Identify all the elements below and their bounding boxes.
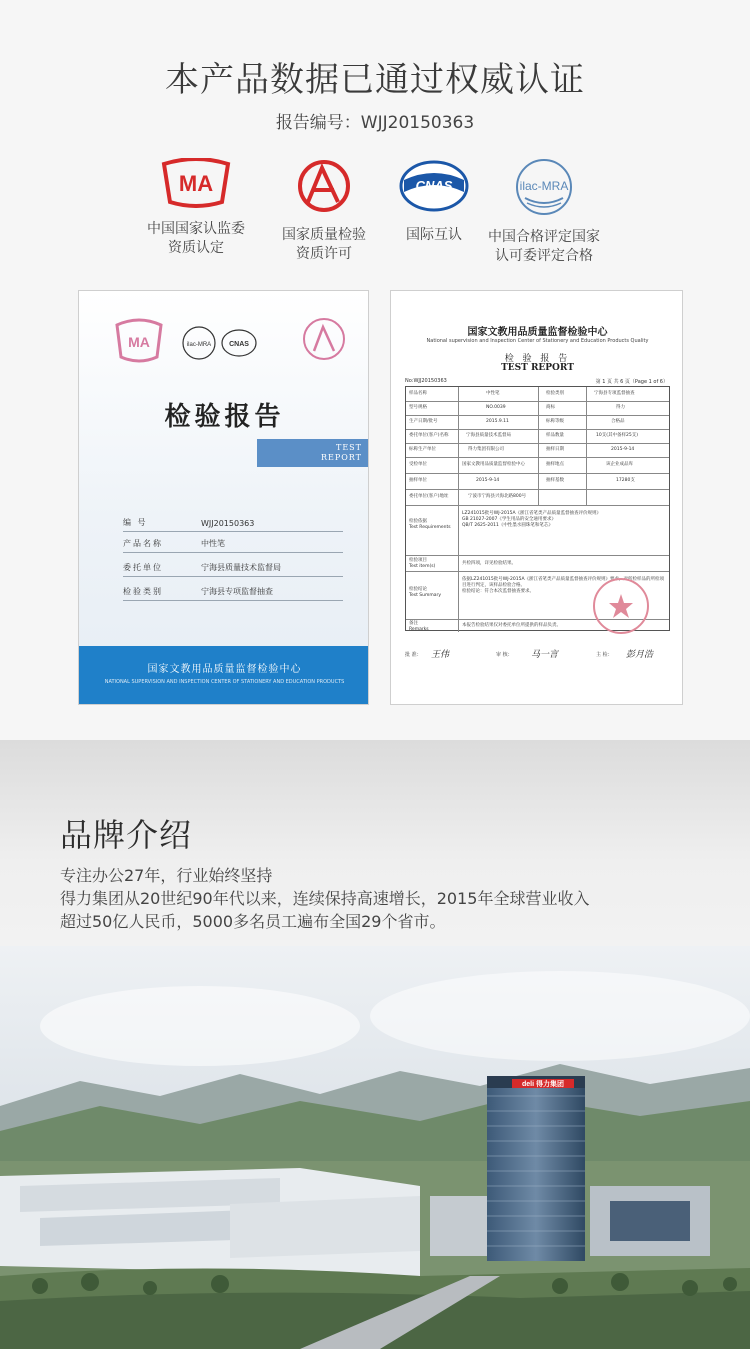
- verified-signature: 马一言: [531, 650, 559, 660]
- table-cell: 标称等级: [546, 419, 564, 424]
- table-cell: 抽样基数: [546, 478, 564, 483]
- table-cell: 样品数量: [546, 433, 564, 438]
- brand-line: 专注办公27年，行业始终坚持: [60, 866, 273, 885]
- svg-text:CNAS: CNAS: [229, 341, 249, 348]
- table-cell: 生产日期/批号: [409, 419, 438, 424]
- svg-text:deli 得力集团: deli 得力集团: [521, 1081, 565, 1088]
- cnas-logo-icon: [396, 158, 472, 214]
- test-report-image: [390, 290, 683, 705]
- table-cell: 抽样日期: [546, 447, 564, 452]
- table-cell: 抽样地点: [546, 462, 564, 467]
- remarks-label: 备注 Remarks: [409, 621, 429, 632]
- tested-label: 主 检：: [596, 652, 613, 658]
- approved-label: 批 准：: [405, 652, 422, 658]
- brand-section: [0, 740, 750, 1349]
- verified-label: 审 核：: [496, 652, 513, 658]
- table-cell: 委托单位(客户)地址: [409, 494, 449, 499]
- cert-caption: 中国国家认监委 资质认定: [147, 221, 245, 256]
- brand-title: 品牌介绍: [60, 816, 193, 854]
- cert-caption: 国家质量检验 资质许可: [282, 227, 366, 262]
- report-cover-image: [78, 290, 369, 705]
- table-cell: 标称生产单位: [409, 447, 436, 452]
- summary-text: 依据LZ241015批号WJ-2015A《浙江省笔类产品质量监督抽查评价规则》要求，对所检样品的所检项目进行判定，该样品检验合格。 检验结论：符合本次监督抽查要求。: [462, 577, 665, 594]
- cover-row: 产品名称 中性笔: [123, 537, 343, 553]
- cover-footer-en: NATIONAL SUPERVISION AND INSPECTION CENTER OF STATIONERY AND EDUCATION PRODUCTS: [104, 679, 345, 685]
- basis-label: 检验依据 Test Requirements: [409, 519, 451, 530]
- svg-text:MA: MA: [178, 171, 214, 196]
- cover-band: TEST REPORT: [257, 439, 369, 467]
- tested-signature: 彭月浩: [626, 650, 654, 660]
- table-cell: 商标: [546, 405, 555, 410]
- report-title-en: TEST REPORT: [501, 363, 574, 373]
- brand-line: 超过50亿人民币，5000多名员工遍布全国29个省市。: [60, 912, 446, 931]
- report-center-en: National supervision and Inspection Center of Stationery and Education Products Quality: [426, 338, 649, 344]
- table-cell: 得力集团有限公司: [468, 447, 504, 452]
- table-cell: 宁海县专项监督抽查: [594, 391, 635, 396]
- cma-logo-icon: [158, 158, 234, 208]
- cover-footer: [79, 646, 369, 705]
- table-cell: 2015-9-14: [476, 478, 500, 483]
- table-cell: 型号规格: [409, 405, 427, 410]
- table-cell: 2015.9.11: [486, 419, 509, 424]
- table-cell: NO.0039: [486, 405, 506, 410]
- cert-ma: [126, 158, 266, 258]
- cover-row: 委托单位 宁海县质量技术监督局: [123, 561, 343, 577]
- table-cell: 宁海县质量技术监督局: [466, 433, 511, 438]
- svg-text:MA: MA: [128, 334, 150, 350]
- cert-caption: 中国合格评定国家 认可委评定合格: [488, 229, 600, 264]
- svg-text:ilac-MRA: ilac-MRA: [519, 179, 569, 193]
- cover-title: 检验报告: [164, 402, 285, 432]
- items-text: 共检四项，详见检验结果。: [462, 561, 516, 566]
- headquarters-photo: [0, 946, 750, 1349]
- table-cell: 2015-9-14: [611, 447, 635, 452]
- brand-line: 得力集团从20世纪90年代以来，连续保持高速增长，2015年全球营业收入: [60, 889, 590, 908]
- cal-logo-icon: [294, 158, 354, 214]
- table-cell: 抽样单位: [409, 478, 427, 483]
- table-cell: 该企业成品库: [606, 462, 633, 467]
- cover-badges: [109, 313, 349, 373]
- svg-text:CNAS: CNAS: [415, 178, 453, 193]
- table-cell: 合格品: [611, 419, 625, 424]
- ilac-mra-logo-icon: [509, 158, 579, 216]
- table-cell: 样品名称: [409, 391, 427, 396]
- table-cell: 10支(其中备样25支): [596, 433, 638, 438]
- table-cell: 17280支: [616, 478, 635, 483]
- approved-signature: 王伟: [431, 650, 450, 660]
- report-no: No:WJJ20150363: [405, 378, 447, 384]
- table-cell: 得力: [616, 405, 625, 410]
- summary-label: 检验结论 Test Summary: [409, 587, 442, 598]
- cover-footer-cn: 国家文教用品质量监督检验中心: [147, 664, 302, 675]
- report-number: 报告编号：WJJ20150363: [275, 113, 475, 133]
- cert-caption: 国际互认: [406, 227, 462, 243]
- cert-ilac: [474, 158, 614, 266]
- report-center: 国家文教用品质量监督检验中心: [467, 327, 608, 338]
- page-title: 本产品数据已通过权威认证: [165, 60, 585, 100]
- basis-text: LZ241015批号WJ-2015A《浙江省笔类产品质量监督抽查评价规则》 GB 21027-2007《学生用品的安全通用要求》 QB/T 2625-2011《中性墨水圆珠笔和笔芯》: [462, 511, 602, 528]
- table-cell: 受检单位: [409, 462, 427, 467]
- items-label: 检验项目 Test item(s): [409, 558, 436, 569]
- brand-description: [60, 864, 710, 933]
- remarks-text: 本报告检验结果仅对委托单位所提供的样品负责。: [462, 623, 561, 628]
- svg-text:ilac-MRA: ilac-MRA: [186, 342, 212, 348]
- cover-row: 检验类别 宁海县专项监督抽查: [123, 585, 343, 601]
- report-title: 检 验 报 告: [504, 354, 571, 364]
- cover-row: 编 号 WJJ20150363: [123, 516, 343, 532]
- report-page: 第 1 页 共 6 页（Page 1 of 6）: [595, 379, 668, 385]
- table-cell: 委托单位(客户)名称: [409, 433, 449, 438]
- table-cell: 中性笔: [486, 391, 500, 396]
- table-cell: 国家文教用品质量监督检验中心: [462, 462, 525, 467]
- table-cell: 宁波市宁海县兴海北路800号: [468, 494, 527, 499]
- official-seal-icon: [591, 576, 651, 636]
- table-cell: 检验类别: [546, 391, 564, 396]
